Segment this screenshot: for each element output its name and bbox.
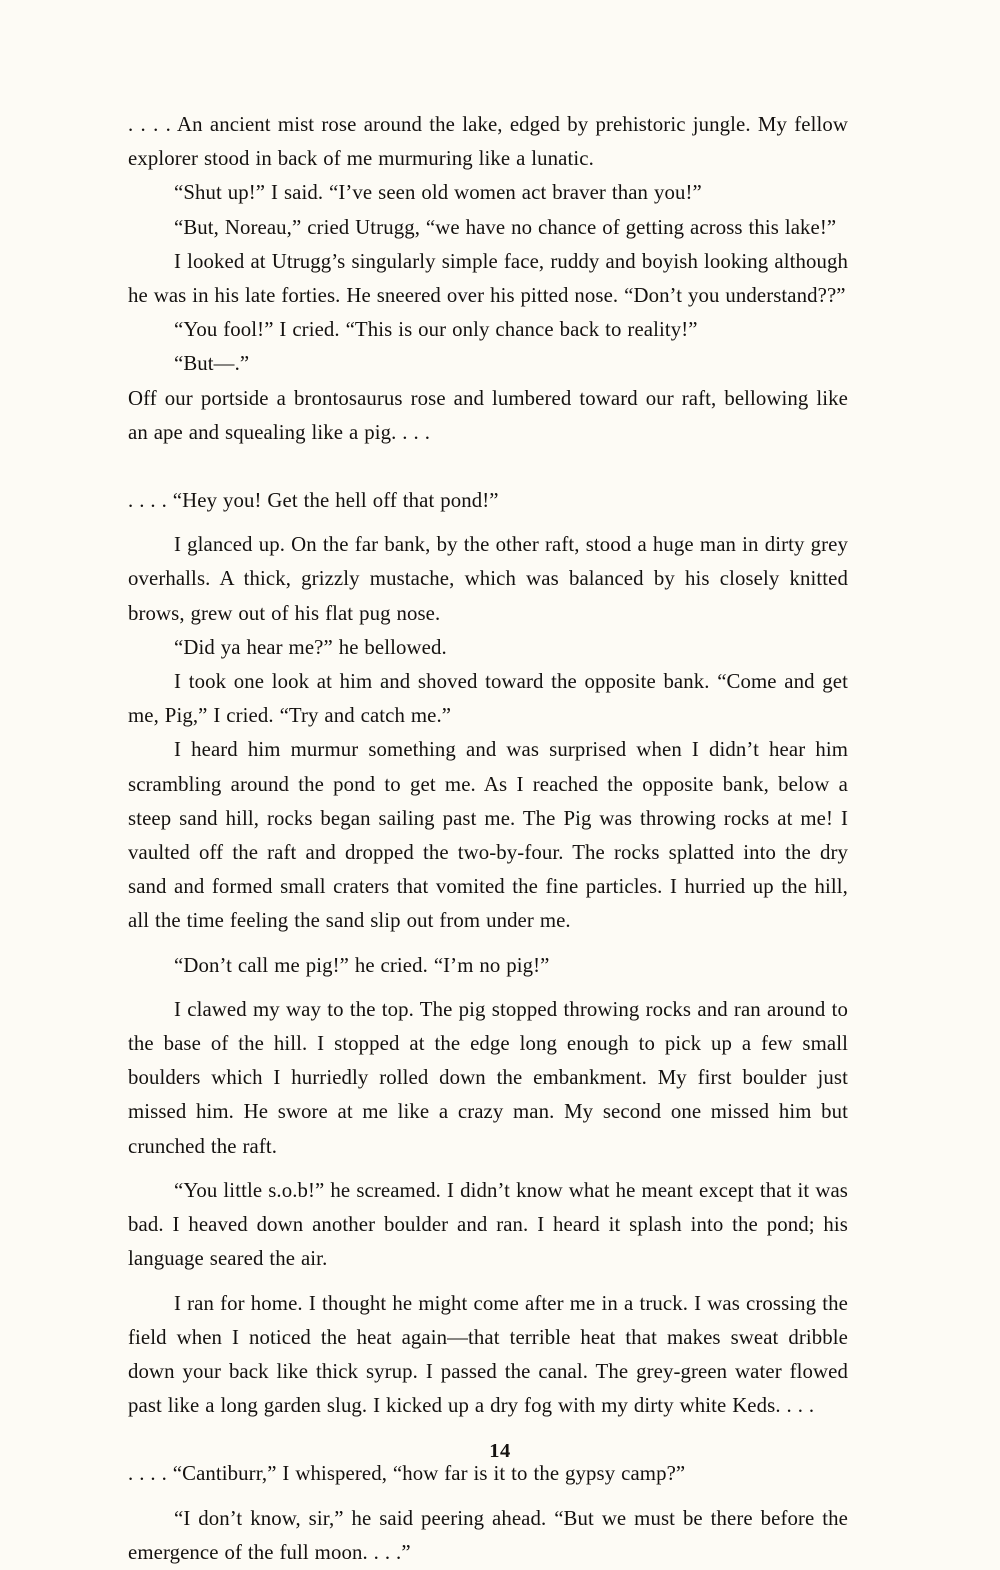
paragraph: “Did ya hear me?” he bellowed.: [174, 635, 447, 659]
paragraph: I clawed my way to the top. The pig stopped throwing rocks and ran around to the base of the hill. I stopped at the edge long enough to pick up a few small boulders which I hurriedly rolled down the embankment. My first boulder just missed him. He swore at me like a crazy man. My second one missed him but crunched the raft.: [128, 997, 848, 1158]
paragraph: . . . . “Hey you! Get the hell off that pond!”: [128, 489, 499, 513]
page-number: 14: [489, 1440, 511, 1462]
paragraph: . . . . An ancient mist rose around the lake, edged by prehistoric jungle. My fellow explorer stood in back of me murmuring like a lunatic.: [128, 113, 848, 171]
paragraph: I glanced up. On the far bank, by the other raft, stood a huge man in dirty grey overhalls. A thick, grizzly mustache, which was balanced by his closely knitted brows, grew out of his flat pug nose.: [128, 533, 848, 625]
paragraph: “Don’t call me pig!” he cried. “I’m no pig!”: [174, 953, 550, 977]
paragraph: “But—.”: [174, 352, 250, 376]
paragraph: “I don’t know, sir,” he said peering ahead. “But we must be there before the emergence of the full moon. . . .”: [128, 1506, 848, 1564]
paragraph: I looked at Utrugg’s singularly simple face, ruddy and boyish looking although he was in his late forties. He sneered over his pitted nose. “Don’t you understand??”: [128, 249, 848, 308]
paragraph: I heard him murmur something and was surprised when I didn’t hear him scrambling around the pond to get me. As I reached the opposite bank, below a steep sand hill, rocks began sailing past me. The Pig was throwing rocks at me! I vaulted off the raft and dropped the two-by-four. The rocks splatted into the dry sand and formed small craters that vomited the fine particles. I hurried up the hill, all the time feeling the sand slip out from under me.: [128, 738, 848, 933]
paragraph: Off our portside a brontosaurus rose and lumbered toward our raft, bellowing like an ape and squealing like a pig. . . .: [128, 386, 848, 444]
paragraph: I ran for home. I thought he might come after me in a truck. I was crossing the field when I noticed the heat again—that terrible heat that makes sweat dribble down your back like thick syrup. I passed the canal. The grey-green water flowed past like a long garden slug. I kicked up a dry fog with my dirty white Keds. . . .: [128, 1291, 848, 1418]
paragraph: . . . . “Cantiburr,” I whispered, “how far is it to the gypsy camp?”: [128, 1462, 686, 1486]
paragraph: “But, Noreau,” cried Utrugg, “we have no chance of getting across this lake!”: [174, 215, 837, 239]
paragraph: “Shut up!” I said. “I’ve seen old women act braver than you!”: [174, 181, 702, 205]
paragraph: “You fool!” I cried. “This is our only chance back to reality!”: [174, 318, 698, 342]
paragraph: I took one look at him and shoved toward the opposite bank. “Come and get me, Pig,” I cried. “Try and catch me.”: [128, 670, 848, 728]
paragraph: “You little s.o.b!” he screamed. I didn’t know what he meant except that it was bad. I heaved down another boulder and ran. I heard it splash into the pond; his language seared the air.: [128, 1178, 848, 1271]
body-text-column: [128, 108, 848, 1570]
